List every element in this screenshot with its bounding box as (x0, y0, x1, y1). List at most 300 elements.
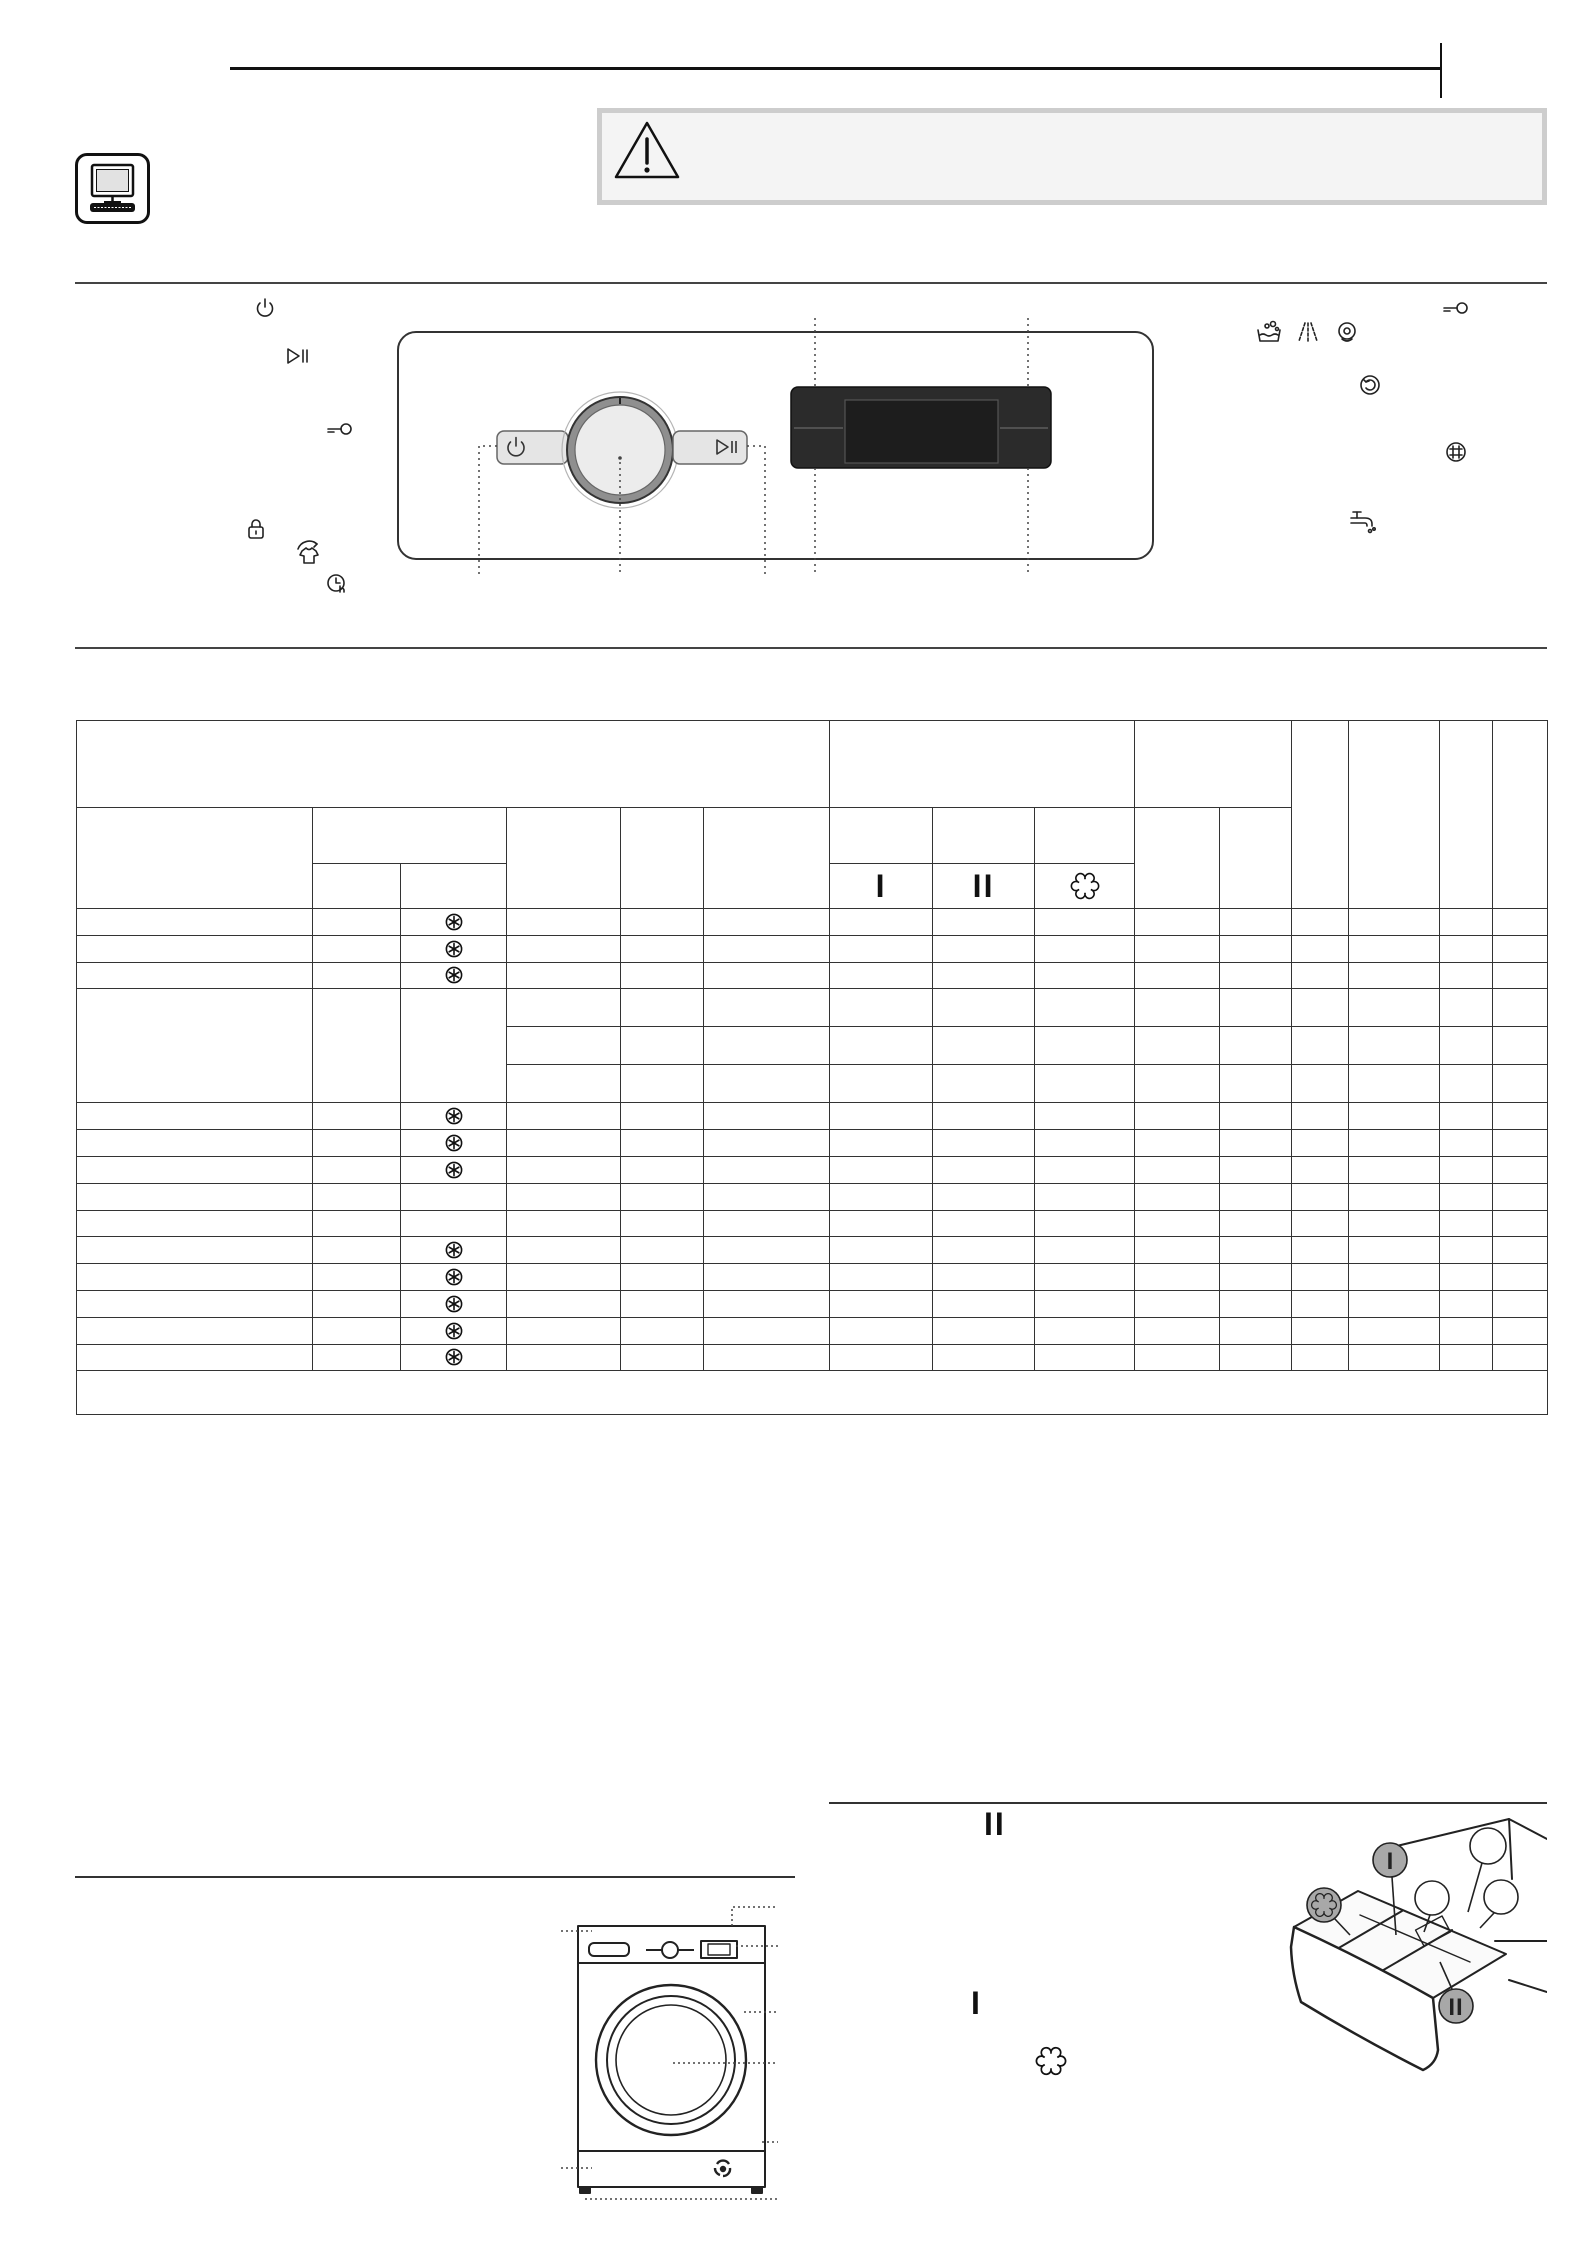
temperature-icon (1447, 443, 1465, 461)
program-cell (1135, 1130, 1220, 1157)
program-cell (1440, 909, 1493, 936)
detergent-drawer-diagram (1280, 1800, 1547, 2080)
program-cell (1035, 1317, 1135, 1344)
program-cell (1292, 1290, 1349, 1317)
program-cell (830, 1344, 933, 1371)
program-cell (1135, 1156, 1220, 1183)
program-cell (704, 1344, 830, 1371)
program-cell (933, 1130, 1035, 1157)
program-cell (1035, 1264, 1135, 1291)
program-cell (1292, 1317, 1349, 1344)
program-cell (621, 1210, 704, 1237)
program-cell (933, 1237, 1035, 1264)
program-cell (1220, 1317, 1292, 1344)
program-cell (1292, 1210, 1349, 1237)
program-cell (507, 1290, 621, 1317)
program-cell (77, 909, 313, 936)
program-temperature-cell (401, 1317, 507, 1344)
program-cell (704, 1237, 830, 1264)
program-cell (1440, 1027, 1493, 1065)
program-cell (1035, 1130, 1135, 1157)
program-cell (621, 909, 704, 936)
program-cell (507, 962, 621, 989)
program-cell (1493, 1317, 1548, 1344)
program-cell (621, 1290, 704, 1317)
program-cell (1493, 1183, 1548, 1210)
program-cell (1135, 1103, 1220, 1130)
program-cell (77, 1344, 313, 1371)
program-cell (507, 989, 621, 1027)
program-cell (1220, 1065, 1292, 1103)
program-cell (1135, 1027, 1220, 1065)
program-cell (313, 1156, 401, 1183)
header-cell (1493, 721, 1548, 909)
program-row (77, 1130, 1548, 1157)
snowflake-icon (445, 1107, 463, 1125)
program-cell (621, 1317, 704, 1344)
program-row (77, 1210, 1548, 1237)
program-temperature-cell (401, 1237, 507, 1264)
program-cell (621, 1103, 704, 1130)
program-cell (1493, 1237, 1548, 1264)
program-cell (1220, 1156, 1292, 1183)
program-cell (1135, 1210, 1220, 1237)
program-cell (77, 989, 313, 1103)
header-cell (933, 808, 1035, 864)
program-cell (1440, 1317, 1493, 1344)
program-cell (621, 935, 704, 962)
program-cell (933, 1065, 1035, 1103)
program-cell (933, 909, 1035, 936)
table-footnote-row (77, 1371, 1548, 1415)
program-cell (1220, 1344, 1292, 1371)
program-row (77, 909, 1548, 936)
program-row (77, 1103, 1548, 1130)
program-cell (1349, 909, 1440, 936)
program-cell (1493, 989, 1548, 1027)
program-cell (313, 1317, 401, 1344)
program-cell (1493, 1156, 1548, 1183)
snowflake-icon (445, 966, 463, 984)
program-cell (1135, 1317, 1220, 1344)
program-cell (704, 1290, 830, 1317)
program-cell (1349, 1317, 1440, 1344)
header-programmes (77, 721, 830, 808)
program-cell (1220, 1290, 1292, 1317)
program-cell (507, 1103, 621, 1130)
manual-badge (75, 153, 150, 224)
program-cell (1292, 1130, 1349, 1157)
program-cell (1035, 1027, 1135, 1065)
easy-iron-icon (298, 541, 318, 563)
program-cell (1292, 1065, 1349, 1103)
program-cell (1493, 1210, 1548, 1237)
program-cell (77, 1210, 313, 1237)
program-temperature-cell (401, 1290, 507, 1317)
table-footnote (77, 1371, 1548, 1415)
program-cell (1135, 909, 1220, 936)
start-pause-button (673, 431, 747, 464)
program-cell (507, 935, 621, 962)
program-cell (1292, 1264, 1349, 1291)
program-cell (77, 1103, 313, 1130)
program-cell (933, 935, 1035, 962)
program-cell (933, 1156, 1035, 1183)
program-cell (1349, 935, 1440, 962)
header-programme-name (77, 808, 313, 909)
header-cell (704, 808, 830, 909)
program-cell (1292, 1027, 1349, 1065)
program-cell (77, 1156, 313, 1183)
program-cell (621, 962, 704, 989)
program-row (77, 1344, 1548, 1371)
program-cell (1440, 989, 1493, 1027)
program-cell (1220, 1237, 1292, 1264)
program-cell (1220, 962, 1292, 989)
program-cell (1349, 1264, 1440, 1291)
program-cell (507, 1317, 621, 1344)
program-cell (830, 1317, 933, 1344)
program-temperature-cell (401, 1264, 507, 1291)
program-cell (830, 935, 933, 962)
program-cell (933, 1103, 1035, 1130)
program-cell (1440, 1156, 1493, 1183)
program-cell (1220, 935, 1292, 962)
program-cell (1135, 962, 1220, 989)
empty-callout (1470, 1828, 1506, 1864)
program-cell (1349, 1103, 1440, 1130)
delay-timer-icon (328, 575, 344, 592)
program-cell (933, 1290, 1035, 1317)
program-cell (313, 1103, 401, 1130)
program-row (77, 935, 1548, 962)
program-cell (830, 1103, 933, 1130)
control-panel-diagram (0, 290, 1587, 610)
program-dial (562, 392, 678, 508)
program-cell (1135, 1264, 1220, 1291)
flower-icon (1035, 2045, 1067, 2077)
display-screen (845, 400, 998, 463)
program-cell (77, 1264, 313, 1291)
program-cell (704, 1317, 830, 1344)
program-cell (621, 1156, 704, 1183)
program-row (77, 1264, 1548, 1291)
program-cell (830, 1264, 933, 1291)
key-lock-icon (1444, 303, 1467, 313)
program-cell (1440, 1264, 1493, 1291)
compartment-1-label: I (875, 868, 887, 904)
program-cell (1493, 1103, 1548, 1130)
program-cell (830, 1237, 933, 1264)
header-load-group (1135, 721, 1292, 808)
program-cell (1035, 935, 1135, 962)
program-cell (1440, 962, 1493, 989)
program-cell (507, 1065, 621, 1103)
table-header-row (77, 721, 1548, 808)
program-cell (1035, 962, 1135, 989)
program-cell (77, 1130, 313, 1157)
header-rule-tick (1440, 43, 1442, 98)
program-cell (621, 1344, 704, 1371)
power-button (497, 431, 568, 464)
header-cell (1292, 721, 1349, 909)
empty-callout (1415, 1881, 1449, 1915)
program-cell (1135, 1344, 1220, 1371)
program-cell (621, 1264, 704, 1291)
program-cell (1440, 1344, 1493, 1371)
program-cell (704, 962, 830, 989)
program-cell (933, 1210, 1035, 1237)
compartment-1-callout (1373, 1843, 1407, 1877)
program-cell (313, 1210, 401, 1237)
program-cell (1035, 1344, 1135, 1371)
header-cell (1135, 808, 1220, 909)
machine-body (578, 1926, 765, 2187)
key-lock-icon (328, 424, 351, 434)
header-cell (830, 808, 933, 864)
program-cell (1292, 962, 1349, 989)
header-temperature-setting (313, 864, 401, 909)
header-cell (507, 808, 621, 909)
program-cell (1035, 1210, 1135, 1237)
program-cell (313, 1344, 401, 1371)
program-cell (313, 1237, 401, 1264)
wash-icon (1258, 322, 1280, 342)
program-cell (1440, 1237, 1493, 1264)
program-cell (1349, 1156, 1440, 1183)
program-cell (1135, 1290, 1220, 1317)
section-rule-machine (75, 1876, 795, 1878)
program-cell (77, 1317, 313, 1344)
header-compartment-1 (830, 864, 933, 909)
program-cell (704, 1210, 830, 1237)
compartment-2-callout-label: II (1448, 1994, 1464, 2021)
program-cell (1135, 1183, 1220, 1210)
program-temperature-cell (401, 989, 507, 1103)
program-cell (830, 989, 933, 1027)
program-cell (830, 1130, 933, 1157)
program-cell (1292, 1103, 1349, 1130)
program-cell (1493, 1264, 1548, 1291)
machine-foot (580, 2187, 590, 2193)
program-cell (830, 962, 933, 989)
program-temperature-cell (401, 1156, 507, 1183)
program-cell (704, 1103, 830, 1130)
snowflake-icon (445, 1295, 463, 1313)
program-temperature-cell (401, 1344, 507, 1371)
program-cell (830, 1156, 933, 1183)
program-cell (621, 989, 704, 1027)
program-cell (830, 1290, 933, 1317)
program-cell (1220, 1130, 1292, 1157)
program-cell (621, 1027, 704, 1065)
program-cell (704, 1264, 830, 1291)
snowflake-icon (445, 1268, 463, 1286)
dispenser-compartment-2-label: II (984, 1806, 1006, 1842)
program-cell (704, 1065, 830, 1103)
warning-box (597, 108, 1547, 205)
program-cell (1349, 1237, 1440, 1264)
program-cell (1035, 1290, 1135, 1317)
header-cell (621, 808, 704, 909)
program-cell (1220, 1210, 1292, 1237)
snowflake-icon (445, 940, 463, 958)
program-cell (1349, 1065, 1440, 1103)
program-cell (704, 1130, 830, 1157)
program-cell (507, 1237, 621, 1264)
program-cell (313, 1183, 401, 1210)
program-cell (1349, 1210, 1440, 1237)
machine-foot (752, 2187, 762, 2193)
program-cell (1292, 1183, 1349, 1210)
warning-triangle-icon (612, 119, 682, 183)
snowflake-icon (445, 1134, 463, 1152)
program-cell (313, 909, 401, 936)
program-temperature-cell (401, 1130, 507, 1157)
compartment-2-callout (1439, 1989, 1473, 2023)
program-cell (1035, 1065, 1135, 1103)
program-cell (1035, 909, 1135, 936)
program-cell (1035, 1103, 1135, 1130)
program-cell (1349, 1344, 1440, 1371)
program-cell (1440, 1065, 1493, 1103)
section-rule-controls-top (75, 282, 1547, 284)
program-cell (830, 1183, 933, 1210)
program-cell (1493, 1290, 1548, 1317)
compartment-2-label: II (972, 868, 995, 904)
program-cell (1493, 909, 1548, 936)
snowflake-icon (445, 1322, 463, 1340)
program-cell (1493, 935, 1548, 962)
program-temperature-cell (401, 909, 507, 936)
program-cell (507, 909, 621, 936)
program-cell (933, 1183, 1035, 1210)
snowflake-icon (445, 1348, 463, 1366)
snowflake-icon (445, 1241, 463, 1259)
program-cell (1440, 1183, 1493, 1210)
program-cell (507, 1156, 621, 1183)
program-cell (1440, 1103, 1493, 1130)
header-softener-compartment (1035, 864, 1135, 909)
program-cell (830, 909, 933, 936)
program-row (77, 962, 1548, 989)
program-temperature-cell (401, 935, 507, 962)
program-cell (507, 1210, 621, 1237)
program-cell (621, 1237, 704, 1264)
program-cell (1292, 1344, 1349, 1371)
program-cell (933, 1264, 1035, 1291)
program-cell (1220, 1103, 1292, 1130)
program-cell (1493, 962, 1548, 989)
program-cell (1220, 1264, 1292, 1291)
softener-callout (1307, 1888, 1341, 1922)
snowflake-icon (445, 1161, 463, 1179)
program-cell (1035, 1156, 1135, 1183)
program-cell (1220, 1183, 1292, 1210)
program-table (76, 720, 1548, 1415)
program-temperature-cell (401, 1210, 507, 1237)
section-rule-controls-bottom (75, 647, 1547, 649)
program-cell (313, 1264, 401, 1291)
program-cell (933, 962, 1035, 989)
program-cell (507, 1027, 621, 1065)
program-cell (77, 962, 313, 989)
program-row (77, 1290, 1548, 1317)
steam-icon (1351, 512, 1375, 533)
program-row (77, 1237, 1548, 1264)
header-detergent-compartments (830, 721, 1135, 808)
program-cell (704, 1156, 830, 1183)
program-cell (1349, 989, 1440, 1027)
program-cell (1135, 1065, 1220, 1103)
program-cell (1440, 935, 1493, 962)
program-cell (830, 1027, 933, 1065)
program-cell (1493, 1130, 1548, 1157)
rinse-icon (1299, 323, 1317, 341)
program-cell (933, 1344, 1035, 1371)
program-cell (1220, 909, 1292, 936)
program-temperature-cell (401, 1103, 507, 1130)
program-cell (1220, 989, 1292, 1027)
program-cell (1292, 909, 1349, 936)
display (791, 387, 1051, 468)
program-cell (830, 1210, 933, 1237)
program-cell (1035, 1237, 1135, 1264)
spin-speed-icon (1361, 376, 1379, 394)
program-row (77, 989, 1548, 1027)
program-cell (1349, 1183, 1440, 1210)
header-temperature-group (313, 808, 507, 864)
program-cell (933, 1027, 1035, 1065)
header-compartment-2 (933, 864, 1035, 909)
program-cell (313, 962, 401, 989)
program-cell (621, 1183, 704, 1210)
program-cell (704, 989, 830, 1027)
program-cell (1292, 989, 1349, 1027)
program-cell (933, 989, 1035, 1027)
program-cell (77, 1290, 313, 1317)
program-cell (77, 1237, 313, 1264)
program-cell (704, 1183, 830, 1210)
spin-icon (1339, 323, 1355, 341)
program-cell (1035, 1183, 1135, 1210)
program-cell (704, 909, 830, 936)
header-cell (1220, 808, 1292, 909)
program-cell (704, 935, 830, 962)
program-row (77, 1156, 1548, 1183)
program-rows (77, 909, 1548, 1371)
program-cell (1220, 1027, 1292, 1065)
program-cell (1035, 989, 1135, 1027)
door-lock-icon (249, 520, 263, 538)
program-cell (1292, 1156, 1349, 1183)
dispenser-compartment-1-label: I (971, 1985, 982, 2021)
program-cell (313, 989, 401, 1103)
program-cell (313, 935, 401, 962)
program-row (77, 1317, 1548, 1344)
program-cell (313, 1290, 401, 1317)
program-cell (1135, 935, 1220, 962)
compartment-1-callout-label: I (1386, 1848, 1394, 1875)
program-cell (1349, 1130, 1440, 1157)
program-cell (1135, 1237, 1220, 1264)
flower-icon (1070, 871, 1100, 901)
program-cell (621, 1130, 704, 1157)
header-cell (1035, 808, 1135, 864)
program-cell (1349, 962, 1440, 989)
header-rule (230, 67, 1442, 70)
program-cell (830, 1065, 933, 1103)
